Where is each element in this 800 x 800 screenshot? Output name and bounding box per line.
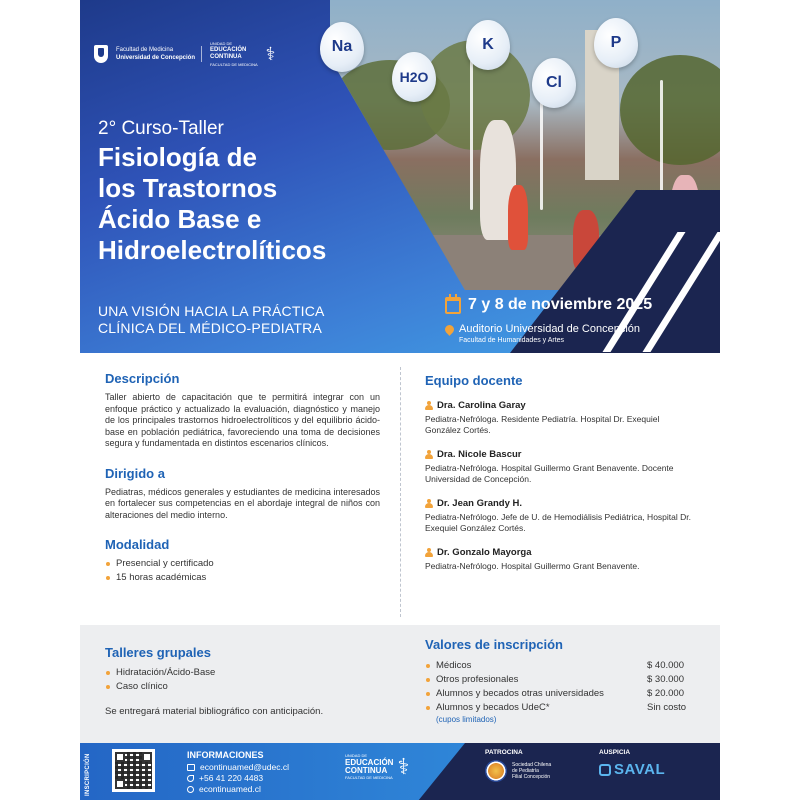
cupos-note: (cupos limitados) bbox=[436, 715, 497, 724]
course-title bbox=[98, 142, 326, 266]
docente-desc: Pediatra-Nefrólogo. Jefe de U. de Hemodiálisis Pediátrica, Hospital Dr. Exequiel González Cortés. bbox=[425, 512, 691, 533]
talleres-heading: Talleres grupales bbox=[105, 645, 211, 660]
modalidad-heading: Modalidad bbox=[105, 537, 170, 552]
date-text: 7 y 8 de noviembre 2025 bbox=[468, 296, 653, 313]
docente-desc: Pediatra-Nefrólogo. Hospital Guillermo Grant Benavente. bbox=[425, 561, 640, 571]
footer-ec-logo bbox=[345, 753, 409, 781]
tagline-line: CLÍNICA DEL MÉDICO-PEDIATRA bbox=[98, 320, 322, 336]
descripcion-heading: Descripción bbox=[105, 371, 180, 386]
ion-drop-k bbox=[466, 20, 510, 70]
qr-pattern bbox=[115, 752, 152, 789]
course-edition: 2° Curso-Taller bbox=[98, 118, 224, 139]
dirigido-heading: Dirigido a bbox=[105, 465, 165, 481]
docente-name bbox=[425, 498, 693, 509]
course-title-block bbox=[98, 118, 326, 266]
ion-label: K bbox=[482, 36, 494, 53]
location-pin-icon bbox=[443, 323, 456, 336]
hero-banner bbox=[80, 0, 720, 353]
ec-line2: CONTINUA bbox=[210, 54, 242, 60]
talleres-note: Se entregará material bibliográfico con anticipación. bbox=[105, 706, 324, 717]
list-item: 15 horas académicas bbox=[105, 571, 380, 585]
fee-label: Médicos bbox=[436, 660, 472, 671]
saval-text: SAVAL bbox=[614, 761, 666, 778]
auspicia-label: AUSPICIA bbox=[599, 749, 631, 756]
footer bbox=[80, 743, 720, 800]
faculty-line: Facultad de Medicina bbox=[116, 47, 174, 53]
list-item: Hidratación/Ácido-Base bbox=[105, 666, 380, 680]
ec-line1: EDUCACIÓN bbox=[345, 758, 394, 767]
sociedad-line: Sociedad Chilena bbox=[512, 762, 552, 768]
list-item: Caso clínico bbox=[105, 680, 380, 694]
phone-number[interactable]: +56 41 220 4483 bbox=[199, 773, 264, 783]
event-details bbox=[445, 296, 652, 344]
ion-label: P bbox=[610, 34, 622, 51]
fee-row bbox=[425, 687, 693, 701]
docente-item bbox=[425, 547, 693, 572]
content-area bbox=[80, 353, 720, 625]
saval-icon bbox=[599, 764, 611, 776]
course-tagline bbox=[98, 303, 325, 337]
docente-name-text: Dra. Carolina Garay bbox=[437, 400, 526, 411]
auspicia-block bbox=[599, 749, 665, 778]
fee-label: Alumnos y becados UdeC* bbox=[436, 702, 550, 713]
phone-icon bbox=[187, 775, 194, 782]
tagline-line: UNA VISIÓN HACIA LA PRÁCTICA bbox=[98, 303, 325, 319]
email-row[interactable] bbox=[187, 762, 289, 773]
valores-heading: Valores de inscripción bbox=[425, 637, 563, 652]
fee-amount: $ 20.000 bbox=[647, 688, 684, 699]
ion-label: Cl bbox=[546, 74, 562, 91]
ion-drop-na bbox=[320, 22, 364, 72]
info-title: INFORMACIONES bbox=[187, 750, 264, 760]
ec-small: UNIDAD DE bbox=[345, 753, 368, 758]
docente-name-text: Dr. Jean Grandy H. bbox=[437, 498, 523, 509]
venue-text: Auditorio Universidad de Concepción bbox=[459, 323, 640, 335]
fee-amount: $ 30.000 bbox=[647, 674, 684, 685]
calendar-icon bbox=[445, 297, 461, 314]
udec-shield-icon bbox=[94, 45, 108, 63]
list-item: Presencial y certificado bbox=[105, 557, 380, 571]
docente-name bbox=[425, 400, 693, 411]
title-line: Fisiología de bbox=[98, 142, 257, 172]
contact-info bbox=[187, 750, 289, 795]
equipo-heading: Equipo docente bbox=[425, 373, 523, 388]
ion-drop-h2o bbox=[392, 52, 436, 102]
saval-logo bbox=[599, 761, 665, 778]
fee-row bbox=[425, 659, 693, 673]
venue-subtitle: Facultad de Humanidades y Artes bbox=[459, 337, 565, 344]
ec-small: UNIDAD DE bbox=[210, 41, 233, 46]
docente-item bbox=[425, 400, 693, 436]
title-line: Hidroelectrolíticos bbox=[98, 235, 327, 265]
institution-logos bbox=[94, 40, 275, 68]
sociedad-line: de Pediatría bbox=[512, 768, 539, 774]
ion-label: H2O bbox=[399, 69, 429, 85]
dirigido-text: Pediatras, médicos generales y estudiantes de medicina interesados en fortalecer sus competencias en el abordaje integral de niños con alteraciones del medio interno. bbox=[105, 486, 380, 520]
faculty-name bbox=[116, 46, 202, 62]
sociedad-seal-icon bbox=[485, 760, 507, 782]
patrocina-block bbox=[485, 749, 551, 782]
ec-logo-text bbox=[345, 753, 393, 781]
person-icon bbox=[425, 548, 433, 557]
email-link[interactable]: econtinuamed@udec.cl bbox=[200, 762, 289, 772]
person-icon bbox=[425, 450, 433, 459]
mail-icon bbox=[187, 764, 195, 771]
caduceus-icon: ⚕ bbox=[397, 754, 410, 779]
valores-column bbox=[425, 625, 693, 724]
fee-amount: Sin costo bbox=[647, 702, 687, 713]
modalidad-list bbox=[105, 557, 380, 585]
inscripcion-label: INSCRIPCIÓN bbox=[85, 753, 91, 796]
sociedad-logo bbox=[485, 760, 551, 782]
talleres-list bbox=[105, 666, 380, 694]
person-icon bbox=[425, 401, 433, 410]
docente-name bbox=[425, 449, 693, 460]
ec-sub: FACULTAD DE MEDICINA bbox=[345, 775, 393, 780]
event-venue bbox=[445, 323, 652, 335]
patrocina-label: PATROCINA bbox=[485, 749, 523, 756]
docente-item bbox=[425, 449, 693, 485]
caduceus-icon: ⚕ bbox=[265, 43, 276, 64]
talleres-column bbox=[105, 625, 380, 718]
ion-drop-cl bbox=[532, 58, 576, 108]
fee-label: Otros profesionales bbox=[436, 674, 519, 685]
ec-sub: FACULTAD DE MEDICINA bbox=[210, 62, 258, 67]
sociedad-text bbox=[512, 762, 551, 780]
right-column bbox=[425, 353, 693, 585]
person-icon bbox=[425, 499, 433, 508]
university-line: Universidad de Concepción bbox=[116, 55, 196, 61]
fee-label: Alumnos y becados otras universidades bbox=[436, 688, 604, 699]
left-column bbox=[105, 353, 380, 585]
website-link[interactable]: econtinuamed.cl bbox=[199, 784, 261, 794]
fees-list bbox=[425, 659, 693, 715]
docente-item bbox=[425, 498, 693, 534]
fee-row bbox=[425, 673, 693, 687]
descripcion-text: Taller abierto de capacitación que te permitirá integrar con un enfoque práctico y actualizado la evaluación, diagnóstico y manejo de los principales trastornos hidroelectrolíticos y del equilibrio ácido-base en población pediátrica, favoreciendo una toma de decisiones segura y fundamentada en distintos escenarios clínicos. bbox=[105, 392, 380, 448]
ion-drop-p bbox=[594, 18, 638, 68]
ec-line1: EDUCACIÓN bbox=[210, 47, 247, 53]
ion-label: Na bbox=[331, 38, 353, 55]
qr-code[interactable] bbox=[112, 749, 155, 792]
fee-amount: $ 40.000 bbox=[647, 660, 684, 671]
phone-row[interactable] bbox=[187, 773, 289, 784]
title-line: los Trastornos bbox=[98, 173, 278, 203]
docente-name-text: Dra. Nicole Bascur bbox=[437, 449, 522, 460]
event-date bbox=[445, 296, 652, 314]
column-divider bbox=[400, 367, 401, 617]
workshops-fees-section bbox=[80, 625, 720, 743]
web-row[interactable] bbox=[187, 784, 289, 795]
docente-name bbox=[425, 547, 693, 558]
title-line: Ácido Base e bbox=[98, 204, 262, 234]
docente-name-text: Dr. Gonzalo Mayorga bbox=[437, 547, 532, 558]
docente-desc: Pediatra-Nefróloga. Hospital Guillermo Grant Benavente. Docente Universidad de Concepción. bbox=[425, 463, 674, 484]
fee-row bbox=[425, 701, 693, 715]
educacion-continua-logo bbox=[210, 40, 258, 68]
docente-desc: Pediatra-Nefróloga. Residente Pediatría. Hospital Dr. Exequiel González Cortés. bbox=[425, 414, 660, 435]
globe-icon bbox=[187, 786, 194, 793]
sociedad-line: Filial Concepción bbox=[512, 774, 551, 780]
ec-line2: CONTINUA bbox=[345, 766, 388, 775]
